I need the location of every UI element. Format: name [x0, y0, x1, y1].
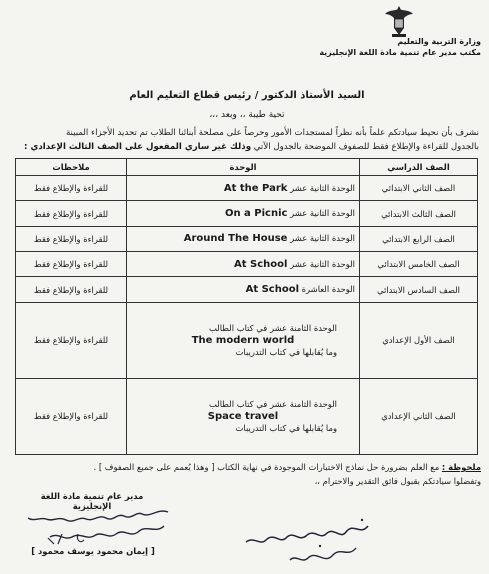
unit-workbook-note: وما يُقابلها في كتاب التدريبات — [235, 422, 337, 433]
note-cell: للقراءة والإطلاع فقط — [16, 277, 127, 302]
note-line — [11, 461, 481, 473]
grade-cell: الصف الثالث الابتدائي — [360, 201, 478, 226]
unit-label: الوحدة الثامنة عشر في كتاب الطالب — [208, 322, 337, 333]
table-row — [16, 252, 478, 277]
note-cell: للقراءة والإطلاع فقط — [16, 226, 127, 251]
handwritten-annotation-icon — [236, 516, 376, 568]
note-cell: للقراءة والإطلاع فقط — [16, 302, 127, 378]
unit-cell — [127, 378, 360, 454]
signer-title: مدير عام تنمية مادة اللغة الإنجليزية — [40, 491, 144, 511]
grade-cell: الصف الخامس الابتدائي — [360, 252, 478, 277]
unit-cell — [127, 176, 360, 201]
intro-paragraph — [11, 126, 479, 154]
note-cell: للقراءة والإطلاع فقط — [16, 201, 127, 226]
header-grade: الصف الدراسي — [360, 159, 478, 176]
office-name: مكتب مدير عام تنمية مادة اللغة الإنجليزية — [319, 48, 481, 57]
unit-title: At the Park — [223, 182, 288, 194]
table-row — [16, 201, 478, 226]
intro-line-2: بالجدول للقراءة والإطلاع فقط للصفوف الموضحة بالجدول الآتي — [253, 142, 479, 152]
handwritten-signature-icon — [18, 504, 178, 546]
grade-cell: الصف السادس الابتدائي — [360, 277, 478, 302]
table-row — [16, 176, 478, 201]
grade-cell: الصف الثاني الإعدادي — [360, 378, 478, 454]
grade-cell: الصف الرابع الابتدائي — [360, 226, 478, 251]
ministry-header — [301, 36, 481, 58]
note-text: مع العلم بضرورة حل نماذج الاختبارات الموجودة في نهاية الكتاب [ وهذا يُعمم على جميع الصفوف ] . — [93, 462, 440, 472]
eagle-emblem-icon — [384, 4, 414, 38]
table-row — [16, 226, 478, 251]
table-header-row — [16, 159, 478, 176]
table-row — [16, 302, 478, 378]
unit-label: الوحدة العاشرة — [301, 284, 355, 295]
unit-title: At School — [234, 258, 288, 270]
greeting: تحية طيبة ،، وبعد ،،، — [209, 110, 285, 120]
unit-cell — [127, 252, 360, 277]
unit-cell — [127, 302, 360, 378]
unit-title: At School — [245, 284, 299, 296]
header-notes: ملاحظات — [16, 159, 127, 176]
unit-label: الوحدة الثانية عشر — [290, 258, 355, 269]
table-row — [16, 378, 478, 454]
note-cell: للقراءة والإطلاع فقط — [16, 378, 127, 454]
intro-bold: وذلك غير ساري المفعول على الصف الثالث الإعدادي : — [24, 142, 252, 152]
grade-cell: الصف الثاني الابتدائي — [360, 176, 478, 201]
unit-title: Space travel — [207, 410, 279, 422]
unit-cell — [127, 226, 360, 251]
unit-cell — [127, 201, 360, 226]
units-table — [15, 158, 478, 455]
intro-line-1: نشرف بأن نحيط سيادتكم علماً بأنه نظراً لمستجدات الأمور وحرصاً على مصلحة أبنائنا الطلاب تم تحديد الأجزاء المبينة — [65, 128, 479, 138]
unit-cell — [127, 277, 360, 302]
unit-label: الوحدة الثامنة عشر في كتاب الطالب — [208, 398, 337, 409]
unit-workbook-note: وما يُقابلها في كتاب التدريبات — [235, 346, 337, 357]
unit-label: الوحدة الثانية عشر — [290, 233, 355, 244]
note-cell: للقراءة والإطلاع فقط — [16, 176, 127, 201]
grade-cell: الصف الأول الإعدادي — [360, 302, 478, 378]
unit-label: الوحدة الثانية عشر — [290, 208, 355, 219]
note-cell: للقراءة والإطلاع فقط — [16, 252, 127, 277]
header-unit: الوحدة — [127, 159, 360, 176]
unit-title: The modern world — [191, 334, 295, 346]
unit-label: الوحدة الثانية عشر — [290, 182, 355, 193]
note-label: ملحوظة : — [441, 462, 481, 472]
table-row — [16, 277, 478, 302]
closing-line: وتفضلوا سيادتكم بقبول فائق التقدير والاحترام ،، — [314, 476, 481, 486]
signer-name: [ إيمان محمود يوسف محمود ] — [31, 546, 155, 556]
salutation: السيد الأستاذ الدكتور / رئيس قطاع التعليم العام — [129, 90, 365, 101]
unit-title: Around The House — [183, 233, 288, 245]
unit-title: On a Picnic — [224, 208, 288, 220]
ministry-name: وزارة التربية والتعليم — [397, 37, 481, 46]
